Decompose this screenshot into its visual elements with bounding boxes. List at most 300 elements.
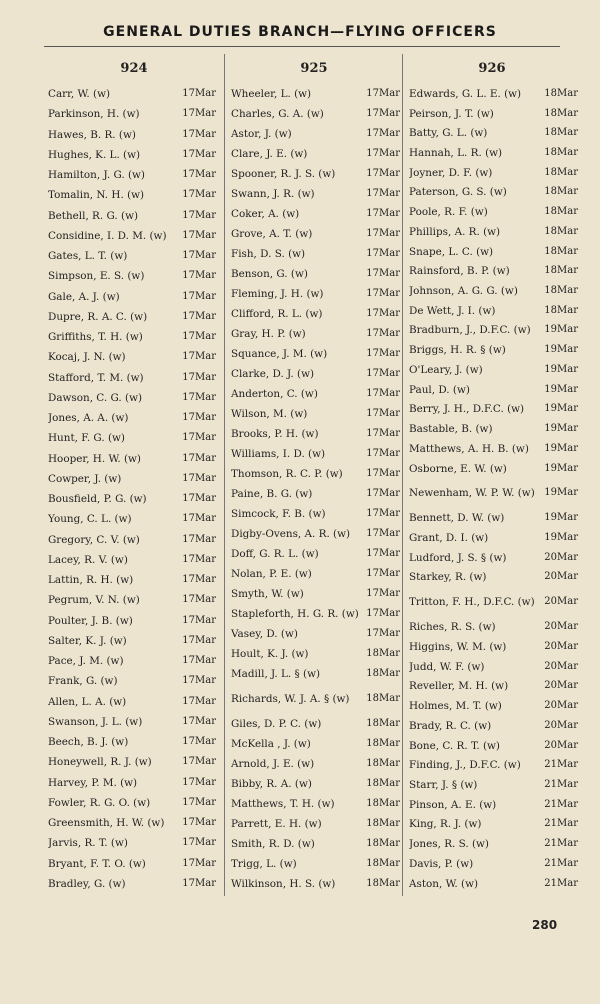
officer-name: Peirson, J. T. (w) [409, 107, 494, 120]
list-item [403, 716, 581, 736]
list-item [44, 732, 224, 752]
officer-name: Simcock, F. B. (w) [231, 507, 326, 520]
list-item [44, 752, 224, 772]
officer-name: Hoult, K. J. (w) [231, 647, 309, 660]
officer-name: Dupre, R. A. C. (w) [48, 310, 148, 323]
seniority-date: 19Mar [544, 423, 578, 435]
seniority-date: 18Mar [366, 757, 400, 769]
officer-name: Swann, J. R. (w) [231, 187, 315, 200]
list-item [403, 439, 581, 459]
list-item [403, 795, 581, 815]
officer-name: Giles, D. P. C. (w) [231, 717, 322, 730]
list-item [403, 528, 581, 548]
seniority-date: 17Mar [366, 467, 400, 479]
officer-name: Salter, K. J. (w) [48, 634, 127, 647]
officer-name: Swanson, J. L. (w) [48, 715, 143, 728]
seniority-date: 21Mar [544, 857, 578, 869]
seniority-date: 17Mar [366, 107, 400, 119]
seniority-date: 17Mar [366, 227, 400, 239]
list-item [44, 125, 224, 145]
seniority-date: 17Mar [366, 87, 400, 99]
list-item [225, 814, 403, 834]
list-item [225, 464, 403, 484]
seniority-date: 19Mar [544, 403, 578, 415]
officer-name: Gates, L. T. (w) [48, 250, 128, 263]
seniority-date: 17Mar [182, 472, 216, 484]
list-item [44, 347, 224, 367]
officer-name: Bryant, F. T. O. (w) [48, 857, 146, 870]
seniority-date: 19Mar [544, 442, 578, 454]
column-number: 925 [300, 61, 328, 76]
seniority-date: 17Mar [182, 493, 216, 505]
officer-name: Ludford, J. S. § (w) [409, 551, 507, 564]
seniority-date: 17Mar [366, 287, 400, 299]
seniority-date: 18Mar [544, 304, 578, 316]
list-item [403, 163, 581, 183]
seniority-date: 18Mar [544, 87, 578, 99]
officer-name: Bradburn, J., D.F.C. (w) [409, 324, 531, 337]
officer-name: Fleming, J. H. (w) [231, 287, 324, 300]
officer-name: Richards, W. J. A. § (w) [231, 692, 350, 705]
seniority-date: 18Mar [366, 692, 400, 704]
officer-name: Bennett, D. W. (w) [409, 512, 505, 525]
list-item [44, 854, 224, 874]
officer-name: Starkey, R. (w) [409, 571, 487, 584]
officer-name: Fish, D. S. (w) [231, 247, 306, 260]
column-926 [402, 54, 581, 896]
seniority-date: 19Mar [544, 344, 578, 356]
list-item [225, 164, 403, 184]
seniority-date: 20Mar [544, 719, 578, 731]
seniority-date: 17Mar [182, 331, 216, 343]
seniority-date: 17Mar [366, 207, 400, 219]
seniority-date: 20Mar [544, 739, 578, 751]
seniority-date: 21Mar [544, 877, 578, 889]
seniority-date: 17Mar [366, 407, 400, 419]
seniority-date: 19Mar [544, 363, 578, 375]
officer-name: Allen, L. A. (w) [48, 695, 127, 708]
officer-name: Snape, L. C. (w) [409, 245, 494, 258]
seniority-date: 17Mar [366, 527, 400, 539]
seniority-date: 17Mar [182, 290, 216, 302]
seniority-date: 17Mar [366, 627, 400, 639]
seniority-date: 17Mar [182, 432, 216, 444]
officer-name: Higgins, W. M. (w) [409, 640, 507, 653]
seniority-date: 17Mar [366, 587, 400, 599]
seniority-date: 20Mar [544, 551, 578, 563]
list-item [403, 321, 581, 341]
officer-name: Benson, G. (w) [231, 267, 308, 280]
list-item [44, 773, 224, 793]
list-item [403, 755, 581, 775]
list-item [403, 380, 581, 400]
officer-name: Hawes, B. R. (w) [48, 128, 136, 141]
officer-name: Cowper, J. (w) [48, 472, 122, 485]
officer-name: Bone, C. R. T. (w) [409, 739, 500, 752]
officer-name: Hooper, H. W. (w) [48, 452, 141, 465]
officer-name: Paine, B. G. (w) [231, 487, 313, 500]
officer-name: Smith, R. D. (w) [231, 837, 315, 850]
list-item [44, 368, 224, 388]
officer-name: Rainsford, B. P. (w) [409, 265, 510, 278]
officer-name: Brady, R. C. (w) [409, 719, 492, 732]
officer-name: Lacey, R. V. (w) [48, 553, 128, 566]
officer-name: Tomalin, N. H. (w) [48, 189, 145, 202]
officer-name: Trigg, L. (w) [231, 857, 297, 870]
officer-name: Brooks, P. H. (w) [231, 427, 319, 440]
officer-name: Considine, I. D. M. (w) [48, 229, 167, 242]
list-item [225, 384, 403, 404]
list-item [403, 508, 581, 528]
list-item [403, 104, 581, 124]
seniority-date: 21Mar [544, 818, 578, 830]
officer-name: Newenham, W. P. W. (w) [409, 487, 535, 500]
list-item [403, 340, 581, 360]
list-item [225, 344, 403, 364]
page-header: GENERAL DUTIES BRANCH—FLYING OFFICERS [103, 24, 497, 40]
column-925 [224, 54, 403, 896]
seniority-date: 17Mar [182, 169, 216, 181]
officer-name: Simpson, E. S. (w) [48, 270, 145, 283]
seniority-date: 17Mar [366, 487, 400, 499]
list-item [225, 84, 403, 104]
officer-name: Spooner, R. J. S. (w) [231, 167, 336, 180]
officer-name: Digby-Ovens, A. R. (w) [231, 527, 351, 540]
list-item [403, 183, 581, 203]
list-item [225, 204, 403, 224]
seniority-date: 17Mar [182, 371, 216, 383]
list-item [44, 307, 224, 327]
officer-name: Bradley, G. (w) [48, 877, 126, 890]
list-item [225, 424, 403, 444]
list-item [44, 489, 224, 509]
list-item [44, 327, 224, 347]
officer-name: Starr, J. § (w) [409, 778, 478, 791]
seniority-date: 17Mar [182, 513, 216, 525]
list-item [225, 404, 403, 424]
seniority-date: 17Mar [366, 267, 400, 279]
officer-name: Bousfield, P. G. (w) [48, 493, 147, 506]
seniority-date: 19Mar [544, 462, 578, 474]
officer-name: Tritton, F. H., D.F.C. (w) [409, 596, 535, 609]
seniority-date: 17Mar [182, 857, 216, 869]
officer-name: Berry, J. H., D.F.C. (w) [409, 403, 525, 416]
list-item [403, 301, 581, 321]
list-item [44, 388, 224, 408]
seniority-date: 17Mar [182, 351, 216, 363]
list-item [225, 144, 403, 164]
seniority-date: 20Mar [544, 571, 578, 583]
list-item [225, 264, 403, 284]
officer-name: Finding, J., D.F.C. (w) [409, 759, 521, 772]
officer-name: Batty, G. L. (w) [409, 127, 488, 140]
seniority-date: 17Mar [182, 877, 216, 889]
officer-name: Clare, J. E. (w) [231, 147, 308, 160]
seniority-date: 21Mar [544, 759, 578, 771]
officer-name: Davis, P. (w) [409, 857, 474, 870]
officer-name: Gregory, C. V. (w) [48, 533, 140, 546]
seniority-date: 17Mar [366, 427, 400, 439]
list-item [44, 570, 224, 590]
seniority-date: 17Mar [366, 147, 400, 159]
officer-name: Doff, G. R. L. (w) [231, 547, 319, 560]
entries-list [225, 84, 403, 894]
list-item [44, 226, 224, 246]
officer-name: Hunt, F. G. (w) [48, 432, 125, 445]
officer-name: Gray, H. P. (w) [231, 327, 306, 340]
list-item [44, 104, 224, 124]
officer-name: Parrett, E. H. (w) [231, 817, 322, 830]
seniority-date: 17Mar [366, 547, 400, 559]
seniority-date: 18Mar [366, 647, 400, 659]
list-item [225, 304, 403, 324]
seniority-date: 18Mar [366, 737, 400, 749]
list-item [403, 202, 581, 222]
officer-name: Grove, A. T. (w) [231, 227, 313, 240]
list-item [225, 324, 403, 344]
column-number: 926 [478, 61, 506, 76]
list-item [403, 617, 581, 637]
list-item [225, 644, 403, 664]
seniority-date: 18Mar [544, 147, 578, 159]
list-item [44, 165, 224, 185]
officer-name: Jones, R. S. (w) [409, 838, 489, 851]
officer-name: Stapleforth, H. G. R. (w) [231, 607, 359, 620]
seniority-date: 17Mar [182, 128, 216, 140]
seniority-date: 18Mar [366, 717, 400, 729]
seniority-date: 17Mar [182, 695, 216, 707]
list-item [403, 736, 581, 756]
officer-name: O'Leary, J. (w) [409, 363, 483, 376]
list-item [44, 550, 224, 570]
seniority-date: 17Mar [182, 675, 216, 687]
list-item [44, 428, 224, 448]
seniority-date: 19Mar [544, 512, 578, 524]
seniority-date: 17Mar [366, 347, 400, 359]
list-item [44, 287, 224, 307]
list-item [403, 360, 581, 380]
seniority-date: 18Mar [544, 206, 578, 218]
seniority-date: 18Mar [544, 166, 578, 178]
officer-name: Matthews, T. H. (w) [231, 797, 335, 810]
seniority-date: 17Mar [182, 594, 216, 606]
seniority-date: 18Mar [544, 265, 578, 277]
officer-name: Osborne, E. W. (w) [409, 462, 507, 475]
seniority-date: 18Mar [366, 797, 400, 809]
seniority-date: 19Mar [544, 487, 578, 499]
officer-name: Joyner, D. F. (w) [409, 166, 493, 179]
officer-name: Clifford, R. L. (w) [231, 307, 323, 320]
seniority-date: 17Mar [366, 327, 400, 339]
seniority-date: 19Mar [544, 532, 578, 544]
seniority-date: 18Mar [366, 777, 400, 789]
seniority-date: 18Mar [544, 107, 578, 119]
seniority-date: 17Mar [182, 655, 216, 667]
seniority-date: 17Mar [182, 776, 216, 788]
officer-name: Gale, A. J. (w) [48, 290, 120, 303]
list-item [403, 775, 581, 795]
seniority-date: 19Mar [544, 383, 578, 395]
list-item [403, 696, 581, 716]
officer-name: Riches, R. S. (w) [409, 621, 496, 634]
seniority-date: 17Mar [182, 88, 216, 100]
officer-name: Parkinson, H. (w) [48, 108, 140, 121]
seniority-date: 17Mar [182, 817, 216, 829]
list-item [403, 657, 581, 677]
seniority-date: 17Mar [366, 127, 400, 139]
list-item [403, 459, 581, 479]
list-item [225, 664, 403, 684]
list-item [403, 123, 581, 143]
entries-list [403, 84, 581, 893]
officer-name: Bastable, B. (w) [409, 423, 493, 436]
seniority-date: 21Mar [544, 798, 578, 810]
seniority-date: 17Mar [182, 209, 216, 221]
officer-name: Briggs, H. R. § (w) [409, 344, 506, 357]
list-item [225, 834, 403, 854]
officer-name: Wilson, M. (w) [231, 407, 308, 420]
list-item [403, 548, 581, 568]
officer-name: Pinson, A. E. (w) [409, 798, 497, 811]
list-item [44, 833, 224, 853]
list-item [225, 284, 403, 304]
seniority-date: 17Mar [182, 574, 216, 586]
list-item [403, 677, 581, 697]
list-item [225, 874, 403, 894]
list-item [44, 793, 224, 813]
list-item [403, 261, 581, 281]
seniority-date: 21Mar [544, 778, 578, 790]
seniority-date: 17Mar [182, 614, 216, 626]
seniority-date: 17Mar [366, 387, 400, 399]
entries-list [44, 84, 224, 894]
officer-name: Smyth, W. (w) [231, 587, 304, 600]
list-item [403, 854, 581, 874]
seniority-date: 18Mar [366, 877, 400, 889]
column-924 [44, 54, 224, 896]
seniority-date: 20Mar [544, 640, 578, 652]
list-item [44, 206, 224, 226]
officer-name: Greensmith, H. W. (w) [48, 817, 165, 830]
list-item [403, 400, 581, 420]
list-item [403, 84, 581, 104]
seniority-date: 17Mar [366, 307, 400, 319]
officer-name: Hamilton, J. G. (w) [48, 169, 145, 182]
list-item [44, 185, 224, 205]
list-item [403, 874, 581, 894]
officer-name: Pace, J. M. (w) [48, 655, 124, 668]
list-item [44, 530, 224, 550]
list-item [44, 611, 224, 631]
seniority-date: 17Mar [182, 412, 216, 424]
seniority-date: 18Mar [366, 857, 400, 869]
seniority-date: 17Mar [366, 447, 400, 459]
officer-name: Beech, B. J. (w) [48, 736, 129, 749]
seniority-date: 17Mar [182, 189, 216, 201]
officer-name: Williams, I. D. (w) [231, 447, 326, 460]
seniority-date: 17Mar [182, 391, 216, 403]
officer-name: Dawson, C. G. (w) [48, 391, 143, 404]
officer-name: Stafford, T. M. (w) [48, 371, 144, 384]
seniority-date: 18Mar [544, 245, 578, 257]
seniority-date: 17Mar [366, 507, 400, 519]
list-item [225, 504, 403, 524]
seniority-date: 21Mar [544, 838, 578, 850]
seniority-date: 17Mar [182, 148, 216, 160]
officer-name: Vasey, D. (w) [231, 627, 298, 640]
list-item [225, 544, 403, 564]
seniority-date: 17Mar [182, 796, 216, 808]
seniority-date: 17Mar [182, 756, 216, 768]
officer-name: Judd, W. F. (w) [409, 660, 485, 673]
officer-name: Carr, W. (w) [48, 88, 111, 101]
seniority-date: 17Mar [366, 187, 400, 199]
officer-name: Paterson, G. S. (w) [409, 186, 507, 199]
list-item [403, 478, 581, 508]
officer-name: Lattin, R. H. (w) [48, 574, 134, 587]
officer-name: Thomson, R. C. P. (w) [231, 467, 343, 480]
officer-name: Grant, D. I. (w) [409, 532, 489, 545]
list-item [225, 184, 403, 204]
officer-name: Bethell, R. G. (w) [48, 209, 139, 222]
list-item [225, 364, 403, 384]
list-item [225, 604, 403, 624]
list-item [44, 813, 224, 833]
officer-name: Jones, A. A. (w) [48, 412, 129, 425]
list-item [225, 444, 403, 464]
seniority-date: 18Mar [544, 127, 578, 139]
list-item [225, 524, 403, 544]
list-item [44, 266, 224, 286]
officer-name: Holmes, M. T. (w) [409, 700, 502, 713]
seniority-date: 17Mar [182, 108, 216, 120]
seniority-date: 20Mar [544, 660, 578, 672]
list-item [44, 408, 224, 428]
seniority-date: 17Mar [366, 367, 400, 379]
seniority-date: 20Mar [544, 700, 578, 712]
seniority-date: 17Mar [182, 837, 216, 849]
seniority-date: 17Mar [182, 533, 216, 545]
officer-name: Poole, R. F. (w) [409, 206, 488, 219]
officer-name: Fowler, R. G. O. (w) [48, 796, 151, 809]
seniority-date: 20Mar [544, 680, 578, 692]
list-item [44, 651, 224, 671]
list-item [403, 815, 581, 835]
seniority-date: 17Mar [182, 310, 216, 322]
officer-name: Edwards, G. L. E. (w) [409, 87, 522, 100]
seniority-date: 18Mar [544, 285, 578, 297]
list-item [403, 242, 581, 262]
seniority-date: 17Mar [182, 553, 216, 565]
seniority-date: 17Mar [366, 567, 400, 579]
list-item [44, 631, 224, 651]
officer-name: Paul, D. (w) [409, 383, 470, 396]
list-item [403, 419, 581, 439]
officer-name: Pegrum, V. N. (w) [48, 594, 140, 607]
list-item [403, 568, 581, 588]
header-rule [44, 46, 560, 47]
officer-name: Reveller, M. H. (w) [409, 680, 509, 693]
list-item [403, 587, 581, 617]
officer-name: Charles, G. A. (w) [231, 107, 324, 120]
list-item [225, 584, 403, 604]
list-item [44, 246, 224, 266]
list-item [225, 684, 403, 714]
list-item [44, 469, 224, 489]
officer-name: Hughes, K. L. (w) [48, 148, 141, 161]
seniority-date: 18Mar [366, 817, 400, 829]
list-item [403, 637, 581, 657]
